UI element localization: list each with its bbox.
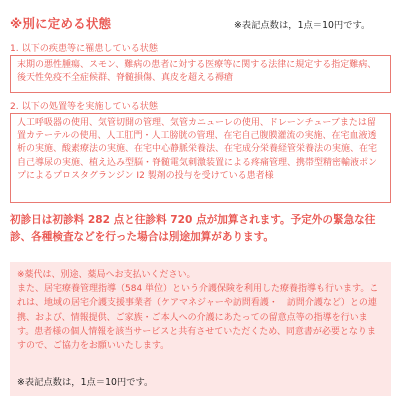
notice-panel — [10, 262, 391, 396]
points-note: ※表記点数は，1点＝10円です。 — [234, 20, 371, 31]
section1-title: 1. 以下の疾患等に罹患している状態 — [10, 44, 158, 54]
notice-footer: ※表記点数は，1点＝10円です。 — [17, 377, 154, 388]
section1-body: 末期の悪性腫瘍、スモン、難病の患者に対する医療等に関する法律に規定する指定難病、後天性免疫不全症候群、脊髄損傷、真皮を超える褥瘡 — [17, 60, 377, 84]
fee-highlight: 初診日は初診料 282 点と往診料 720 点が加算されます。予定外の緊急な往診、各種検査などを行った場合は別途加算があります。 — [10, 214, 376, 243]
section1-box — [10, 55, 391, 93]
section2-body: 人工呼吸器の使用、気管切開の管理、気管カニューレの使用、ドレーンチューブまたは留置カテーテルの使用、人工肛門・人工膀胱の管理、在宅自己腹膜灌流の実施、在宅血液透析の実施、酸素療法の実施、在宅中心静脈栄養法、在宅成分栄養経管栄養法の実施、在宅自己導尿の実施、植え込み型脳・脊髄電気刺激装置による疼痛管理、携帯型精密輸液ポンプによるプロスタグランジン I2 製剤の投与を受けている患者様 — [17, 118, 378, 181]
page-title: ※別に定める状態 — [10, 16, 112, 31]
notice-text: ※薬代は、別途、薬局へお支払いください。 また、居宅療養管理指導（584 単位）という介護保険を利用した療養指導も行います。これは、地域の居宅介護支援事業者（ケアマネジャーや訪問看護・ 訪問介護など）との連携、および、情報提供、ご家族・ご本人への介護にあたっての留意点等の指導を行います。患者様の個人情報を該当サービスと共有させていただくため、同意書が必要となりますので、ご協力をお願いいたします。 — [17, 270, 379, 352]
notice-body — [17, 268, 384, 353]
section2-title: 2. 以下の処置等を実施している状態 — [10, 102, 158, 112]
section2-box — [10, 113, 391, 203]
